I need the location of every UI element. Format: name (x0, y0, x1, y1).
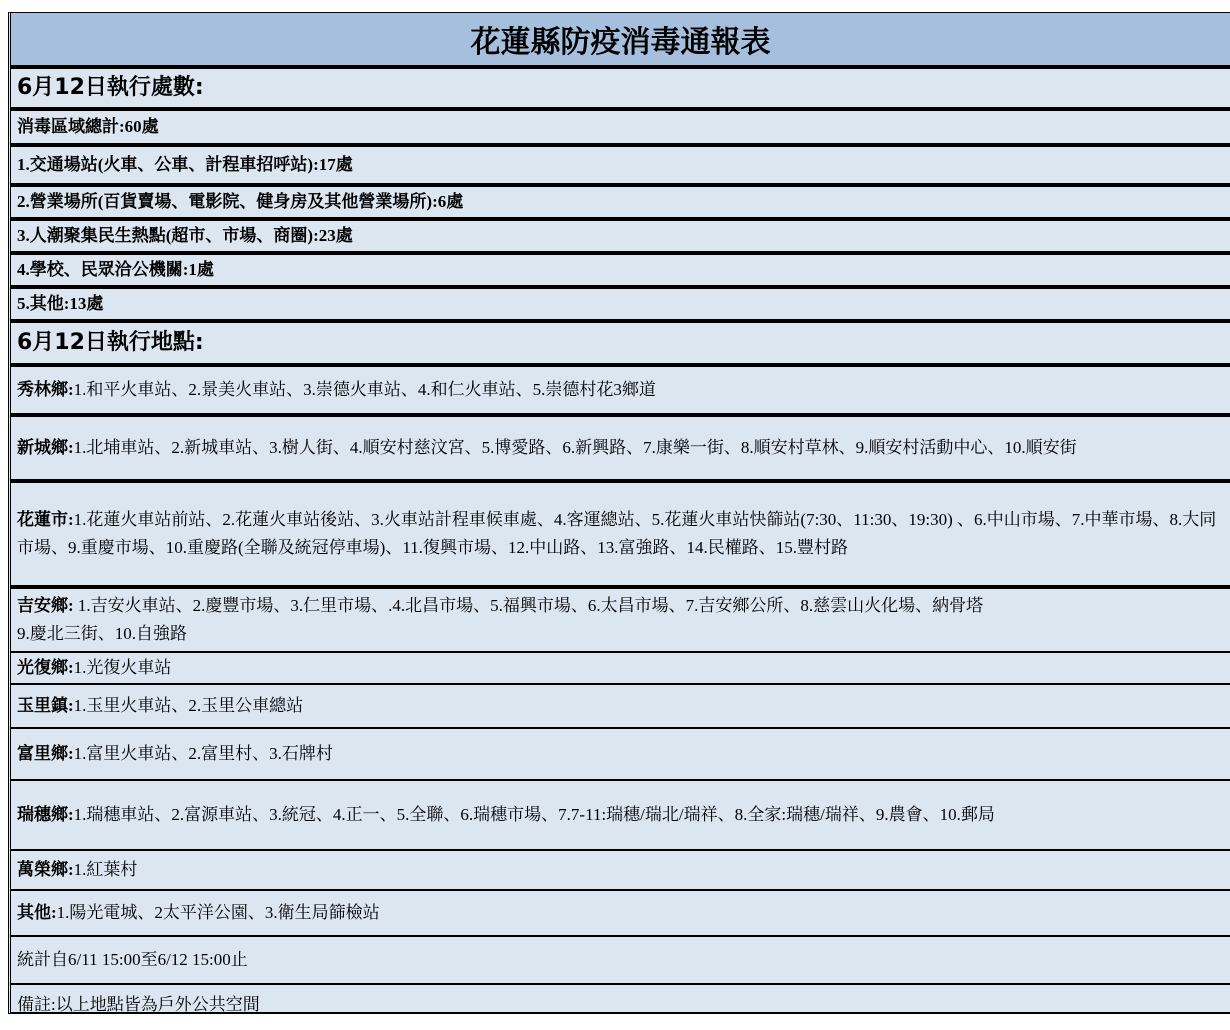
location-list: 1.花蓮火車站前站、2.花蓮火車站後站、3.火車站計程車候車處、4.客運總站、5.花蓮火車站快篩站(7:30、11:30、19:30) 、6.中山市場、7.中華市場、8.大同市場、9.重慶市場、10.重慶路(全聯及統冠停車場)、11.復興市場、12.中山路、13.富強路、14.民權路、15.豐村路 (17, 510, 1217, 557)
location-row-wanrong (11, 851, 1230, 891)
count-section-header: 6月12日執行處數: (11, 69, 1230, 111)
township-label: 吉安鄉: (17, 596, 74, 615)
location-list: 1.和平火車站、2.景美火車站、3.崇德火車站、4.和仁火車站、5.崇德村花3鄉道 (73, 380, 656, 399)
category-row-business: 2.營業場所(百貨賣場、電影院、健身房及其他營業場所):6處 (11, 187, 1230, 221)
category-row-schools: 4.學校、民眾洽公機關:1處 (11, 255, 1230, 289)
report-title: 花蓮縣防疫消毒通報表 (11, 13, 1230, 69)
statistics-period: 統計自6/11 15:00至6/12 15:00止 (11, 937, 1230, 985)
location-list: 1.富里火車站、2.富里村、3.石牌村 (73, 744, 333, 763)
location-list: 1.北埔車站、2.新城車站、3.樹人街、4.順安村慈汶宮、5.博愛路、6.新興路、7.康樂一街、8.順安村草林、9.順安村活動中心、10.順安街 (73, 438, 1077, 457)
location-row-other (11, 891, 1230, 937)
location-row-hualien-city (11, 483, 1230, 589)
location-list: 1.玉里火車站、2.玉里公車總站 (73, 696, 304, 715)
location-row-xiulin (11, 367, 1230, 417)
township-label: 玉里鎮: (17, 696, 74, 715)
location-list: 1.吉安火車站、2.慶豐市場、3.仁里市場、.4.北昌市場、5.福興市場、6.太昌市場、7.吉安鄉公所、8.慈雲山火化場、納骨塔 9.慶北三街、10.自強路 (17, 596, 984, 643)
location-row-xincheng (11, 417, 1230, 483)
township-label: 光復鄉: (17, 658, 74, 677)
location-section-header: 6月12日執行地點: (11, 323, 1230, 367)
township-label: 秀林鄉: (17, 380, 74, 399)
township-label: 花蓮市: (17, 510, 74, 529)
location-list: 1.光復火車站 (73, 658, 172, 677)
township-label: 萬榮鄉: (17, 860, 74, 879)
location-list: 1.瑞穗車站、2.富源車站、3.統冠、4.正一、5.全聯、6.瑞穗市場、7.7-11:瑞穗/瑞北/瑞祥、8.全家:瑞穗/瑞祥、9.農會、10.郵局 (73, 805, 995, 824)
category-row-transport: 1.交通場站(火車、公車、計程車招呼站):17處 (11, 147, 1230, 187)
township-label: 瑞穗鄉: (17, 805, 74, 824)
township-label: 其他: (17, 903, 57, 922)
category-row-other: 5.其他:13處 (11, 289, 1230, 323)
remarks-note: 備註:以上地點皆為戶外公共空間 (17, 995, 260, 1014)
location-list: 1.陽光電城、2太平洋公園、3.衛生局篩檢站 (56, 903, 380, 922)
report-sheet (8, 12, 1230, 1014)
location-row-yuli (11, 685, 1230, 729)
location-row-jian (11, 589, 1230, 653)
township-label: 新城鄉: (17, 438, 74, 457)
location-row-fuli (11, 729, 1230, 781)
township-label: 富里鄉: (17, 744, 74, 763)
location-row-guangfu (11, 653, 1230, 685)
location-row-ruisui (11, 781, 1230, 851)
total-count-row: 消毒區域總計:60處 (11, 111, 1230, 147)
category-row-crowd-hotspots: 3.人潮聚集民生熱點(超市、市場、商圈):23處 (11, 221, 1230, 255)
location-list: 1.紅葉村 (73, 860, 138, 879)
